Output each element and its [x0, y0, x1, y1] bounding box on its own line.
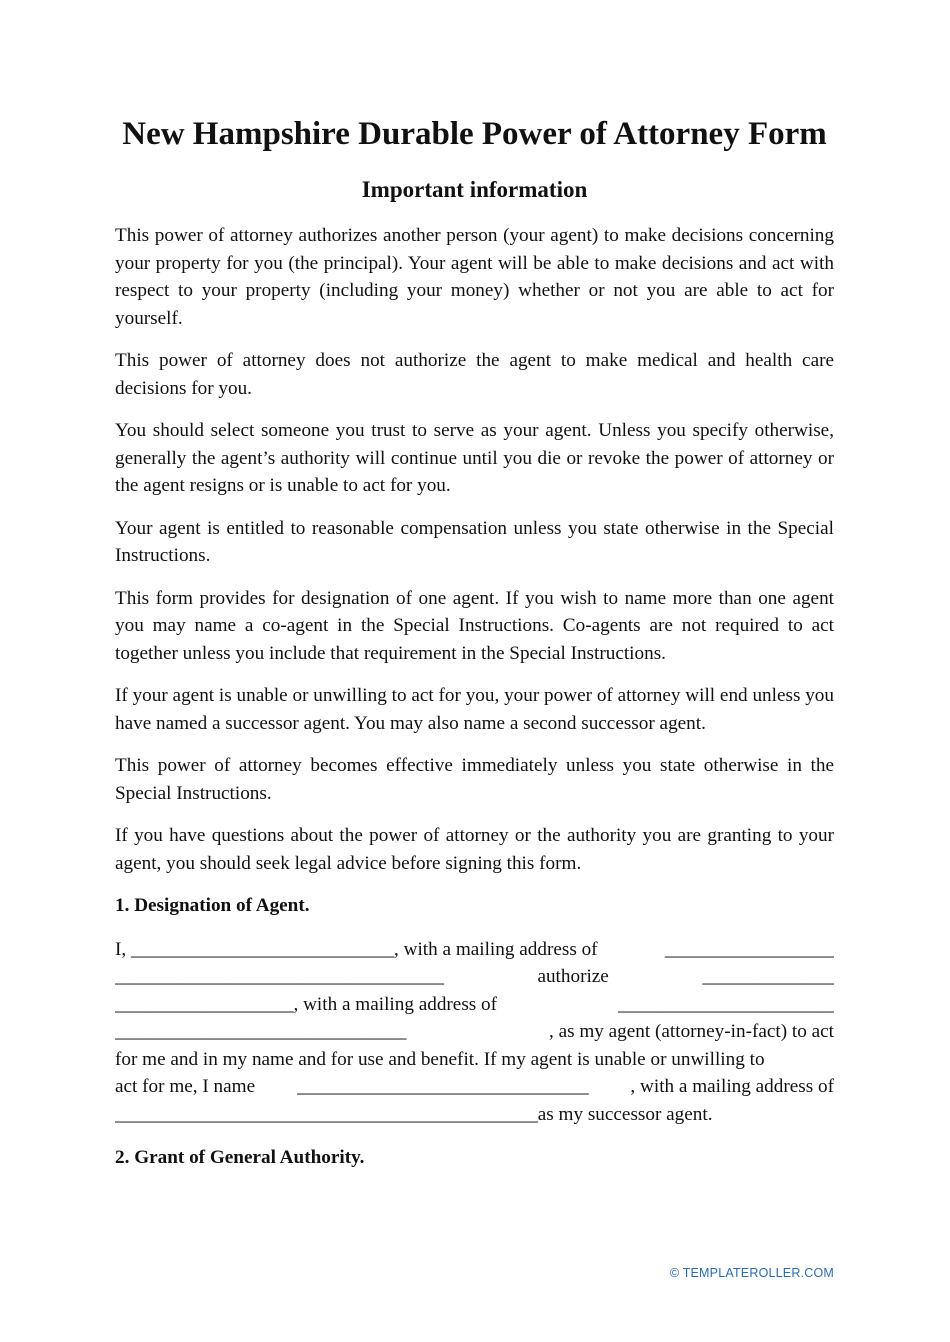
section-2-heading: 2. Grant of General Authority. — [115, 1147, 365, 1168]
form-text: I, — [115, 938, 131, 960]
paragraph-6: If your agent is unable or unwilling to act for you, your power of attorney will end unless you have named a successor agent. You may also name a second successor agent. — [115, 685, 834, 734]
form-text: for me and in my name and for use and benefit. If my agent is unable or unwilling to — [115, 1048, 765, 1070]
designation-of-agent-form — [115, 936, 834, 1129]
principal-address-blank[interactable]: __________________ — [664, 938, 834, 960]
agent-address-blank-2[interactable]: _______________________________ — [115, 1021, 407, 1042]
principal-name-blank[interactable]: ____________________________ — [130, 938, 395, 960]
paragraph-2: This power of attorney does not authorize the agent to make medical and health care decisions for you. — [115, 350, 834, 399]
section-1-heading: 1. Designation of Agent. — [115, 895, 310, 916]
form-line-6 — [115, 1073, 834, 1101]
document-body — [115, 222, 834, 1188]
form-text: , as my agent (attorney-in-fact) to act — [548, 1021, 834, 1042]
paragraph-1: This power of attorney authorizes another person (your agent) to make decisions concerning your property for you (the principal). Your agent will be able to make decisions and act with respect to your property (including your money) whether or not you are able to act for yourself. — [115, 225, 834, 329]
paragraph-4: Your agent is entitled to reasonable compensation unless you state otherwise in the Special Instructions. — [115, 517, 834, 566]
agent-name-blank-2[interactable]: ___________________ — [115, 993, 294, 1015]
agent-name-blank[interactable]: ______________ — [702, 966, 834, 987]
form-text: , with a mailing address of — [394, 938, 598, 960]
agent-address-blank[interactable]: _______________________ — [617, 993, 834, 1015]
form-text: act for me, I name — [115, 1076, 256, 1097]
paragraph-7: This power of attorney becomes effective immediately unless you state otherwise in the Special Instructions. — [115, 755, 834, 804]
form-line-2 — [115, 963, 834, 991]
form-line-7 — [115, 1101, 834, 1129]
form-text: , with a mailing address of — [630, 1076, 834, 1097]
section-subtitle: Important information — [361, 177, 588, 202]
footer-brand-link[interactable]: TEMPLATEROLLER.COM — [682, 1266, 834, 1280]
principal-address-blank-2[interactable]: ___________________________________ — [115, 966, 444, 987]
paragraph-8: If you have questions about the power of attorney or the authority you are granting to your agent, you should seek legal advice before signing this form. — [115, 825, 834, 874]
form-text: , with a mailing address of — [293, 993, 498, 1015]
form-line-4 — [115, 1018, 834, 1046]
form-text: authorize — [537, 966, 609, 987]
form-line-1 — [115, 936, 834, 964]
footer-watermark — [670, 1266, 834, 1280]
successor-agent-name-blank[interactable]: _______________________________ — [297, 1076, 589, 1097]
form-line-3 — [115, 991, 834, 1019]
successor-agent-address-blank[interactable]: _____________________________________________ — [115, 1103, 538, 1125]
copyright-symbol: © — [669, 1266, 680, 1280]
document-title: New Hampshire Durable Power of Attorney Form — [122, 116, 827, 152]
form-line-5 — [115, 1046, 834, 1074]
paragraph-5: This form provides for designation of one agent. If you wish to name more than one agent you may name a co-agent in the Special Instructions. Co-agents are not required to act together unless you include that requirement in the Special Instructions. — [115, 587, 834, 664]
paragraph-3: You should select someone you trust to serve as your agent. Unless you specify otherwise, generally the agent’s authority will continue until you die or revoke the power of attorney or the agent resigns or is unable to act for you. — [115, 420, 834, 496]
form-text: as my successor agent. — [537, 1103, 713, 1125]
